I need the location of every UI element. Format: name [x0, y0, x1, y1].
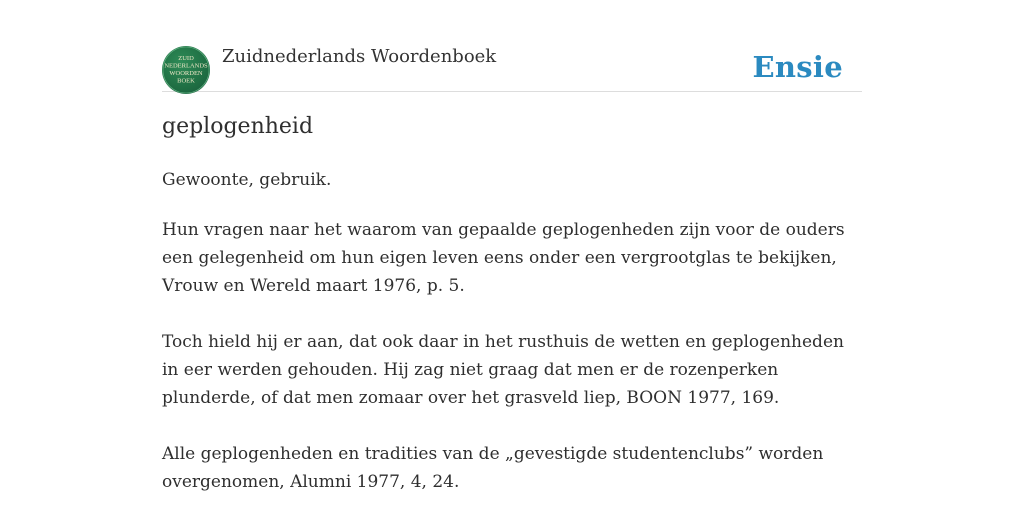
- dictionary-logo-graphic: [162, 46, 210, 94]
- logo-text-line: NEDERLANDS: [164, 62, 208, 70]
- entry-definition: Gewoonte, gebruik.: [162, 170, 332, 190]
- header: [162, 44, 862, 92]
- dictionary-name[interactable]: Zuidnederlands Woordenboek: [222, 46, 497, 67]
- logo-text-line: WOORDEN: [169, 70, 203, 77]
- example-quote: Alle geplogenheden en tradities van de „gevestigde studentenclubs” worden overgenomen, Alumni 1977, 4, 24.: [162, 444, 824, 492]
- example-quote: Toch hield hij er aan, dat ook daar in het rusthuis de wetten en geplogenheden in eer werden gehouden. Hij zag niet graag dat men er de rozenperken plunderde, of dat men zomaar over het grasveld liep, BOON 1977, 169.: [162, 332, 844, 408]
- dictionary-logo[interactable]: [162, 46, 210, 94]
- logo-text-line: BOEK: [177, 77, 195, 85]
- example-list: [162, 216, 862, 512]
- example-quote: Hun vragen naar het waarom van gepaalde geplogenheden zijn voor de ouders een gelegenheid om hun eigen leven eens onder een vergrootglas te bekijken, Vrouw en Wereld maart 1976, p. 5.: [162, 220, 845, 296]
- ensie-brand-logo[interactable]: Ensie: [752, 50, 843, 84]
- page-container: [162, 0, 862, 512]
- logo-text-line: ZUID: [178, 55, 194, 62]
- entry-word: geplogenheid: [162, 114, 314, 139]
